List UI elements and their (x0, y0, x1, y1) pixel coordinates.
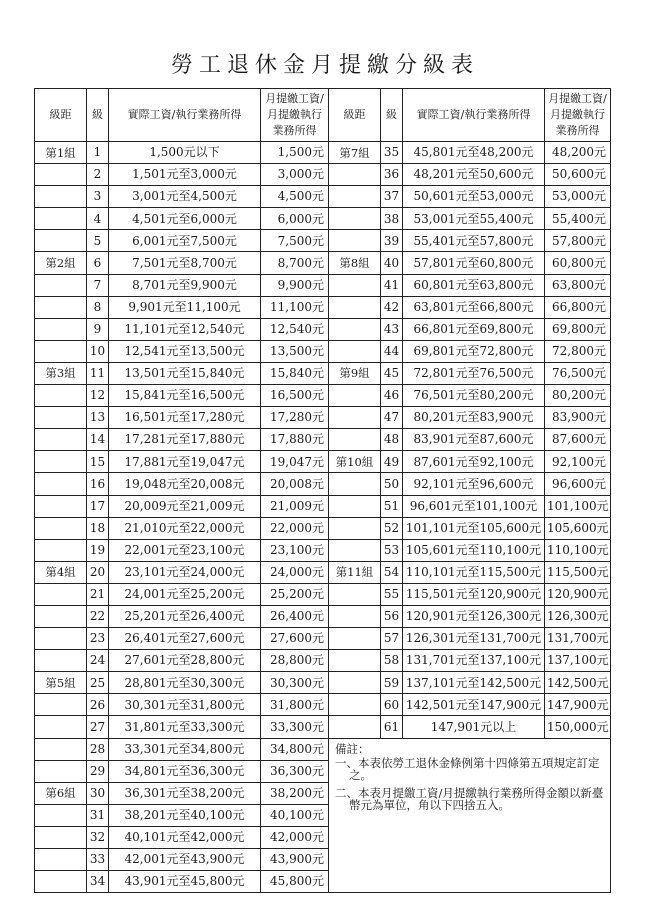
amount-cell: 4,500元 (261, 186, 329, 208)
wage-range-cell: 55,401元至57,800元 (403, 230, 545, 252)
wage-range-cell: 87,601元至92,100元 (403, 451, 545, 473)
level-cell: 26 (87, 694, 109, 716)
amount-cell: 38,200元 (261, 782, 329, 804)
wage-range-cell: 3,001元至4,500元 (109, 186, 261, 208)
level-cell: 28 (87, 738, 109, 760)
level-cell: 14 (87, 429, 109, 451)
wage-range-cell: 101,101元至105,600元 (403, 517, 545, 539)
group-cell (329, 583, 381, 605)
page-title: 勞工退休金月提繳分級表 (170, 53, 479, 78)
level-cell: 15 (87, 451, 109, 473)
amount-cell: 96,600元 (545, 473, 611, 495)
group-cell (35, 340, 87, 362)
wage-range-cell: 105,601元至110,100元 (403, 539, 545, 561)
amount-cell: 27,600元 (261, 628, 329, 650)
group-cell (329, 296, 381, 318)
amount-cell: 87,600元 (545, 429, 611, 451)
wage-range-cell: 6,001元至7,500元 (109, 230, 261, 252)
wage-range-cell: 69,801元至72,800元 (403, 340, 545, 362)
table-row (35, 517, 611, 539)
group-cell (329, 385, 381, 407)
amount-cell: 53,000元 (545, 186, 611, 208)
table-row (35, 628, 611, 650)
level-cell: 50 (381, 473, 403, 495)
group-cell: 第9組 (329, 362, 381, 384)
table-row (35, 694, 611, 716)
table-row (35, 362, 611, 384)
amount-cell: 28,800元 (261, 650, 329, 672)
amount-cell: 115,500元 (545, 561, 611, 583)
header-level: 級 (381, 89, 403, 142)
wage-range-cell: 131,701元至137,100元 (403, 650, 545, 672)
level-cell: 17 (87, 495, 109, 517)
amount-cell: 25,200元 (261, 583, 329, 605)
level-cell: 37 (381, 186, 403, 208)
level-cell: 10 (87, 340, 109, 362)
amount-cell: 57,800元 (545, 230, 611, 252)
wage-range-cell: 80,201元至83,900元 (403, 407, 545, 429)
wage-range-cell: 66,801元至69,800元 (403, 318, 545, 340)
amount-cell: 15,840元 (261, 362, 329, 384)
group-cell: 第6組 (35, 782, 87, 804)
level-cell: 9 (87, 318, 109, 340)
level-cell: 56 (381, 605, 403, 627)
table-row (35, 650, 611, 672)
table-row (35, 605, 611, 627)
header-group: 級距 (35, 89, 87, 142)
group-cell (35, 473, 87, 495)
group-cell (35, 274, 87, 296)
level-cell: 1 (87, 142, 109, 164)
group-cell (329, 672, 381, 694)
wage-range-cell: 53,001元至55,400元 (403, 208, 545, 230)
header-wage: 實際工資/執行業務所得 (109, 89, 261, 142)
group-cell (329, 318, 381, 340)
amount-cell: 36,300元 (261, 760, 329, 782)
table-row (35, 672, 611, 694)
wage-range-cell: 1,501元至3,000元 (109, 164, 261, 186)
amount-cell: 6,000元 (261, 208, 329, 230)
wage-range-cell: 142,501元至147,900元 (403, 694, 545, 716)
table-row (35, 252, 611, 274)
group-cell (35, 628, 87, 650)
amount-cell: 66,800元 (545, 296, 611, 318)
wage-range-cell: 25,201元至26,400元 (109, 605, 261, 627)
level-cell: 52 (381, 517, 403, 539)
group-cell (329, 716, 381, 738)
level-cell: 41 (381, 274, 403, 296)
amount-cell: 60,800元 (545, 252, 611, 274)
level-cell: 27 (87, 716, 109, 738)
table-row (35, 539, 611, 561)
table-row (35, 716, 611, 738)
level-cell: 59 (381, 672, 403, 694)
table-row (35, 208, 611, 230)
wage-range-cell: 17,281元至17,880元 (109, 429, 261, 451)
amount-cell: 110,100元 (545, 539, 611, 561)
wage-range-cell: 8,701元至9,900元 (109, 274, 261, 296)
level-cell: 39 (381, 230, 403, 252)
group-cell (35, 230, 87, 252)
level-cell: 34 (87, 871, 109, 893)
level-cell: 24 (87, 650, 109, 672)
group-cell (35, 650, 87, 672)
amount-cell: 7,500元 (261, 230, 329, 252)
group-cell (35, 385, 87, 407)
wage-range-cell: 13,501元至15,840元 (109, 362, 261, 384)
amount-cell: 20,008元 (261, 473, 329, 495)
notes-cell (329, 738, 611, 893)
amount-cell: 24,000元 (261, 561, 329, 583)
group-cell (35, 318, 87, 340)
group-cell (35, 804, 87, 826)
group-cell (329, 517, 381, 539)
level-cell: 3 (87, 186, 109, 208)
wage-range-cell: 27,601元至28,800元 (109, 650, 261, 672)
level-cell: 11 (87, 362, 109, 384)
level-cell: 31 (87, 804, 109, 826)
table-row (35, 142, 611, 164)
table-row (35, 583, 611, 605)
group-cell (35, 826, 87, 848)
group-cell (35, 694, 87, 716)
table-row (35, 230, 611, 252)
table-row (35, 738, 611, 760)
wage-range-cell: 21,010元至22,000元 (109, 517, 261, 539)
group-cell (329, 340, 381, 362)
level-cell: 54 (381, 561, 403, 583)
amount-cell: 142,500元 (545, 672, 611, 694)
wage-range-cell: 30,301元至31,800元 (109, 694, 261, 716)
table-row (35, 429, 611, 451)
group-cell (35, 760, 87, 782)
group-cell: 第8組 (329, 252, 381, 274)
group-cell: 第1組 (35, 142, 87, 164)
group-cell (329, 429, 381, 451)
header-wage: 實際工資/執行業務所得 (403, 89, 545, 142)
amount-cell: 13,500元 (261, 340, 329, 362)
level-cell: 38 (381, 208, 403, 230)
table-row (35, 451, 611, 473)
group-cell: 第2組 (35, 252, 87, 274)
header-level: 級 (87, 89, 109, 142)
group-cell (35, 517, 87, 539)
group-cell (329, 539, 381, 561)
group-cell (35, 164, 87, 186)
level-cell: 22 (87, 605, 109, 627)
group-cell (35, 429, 87, 451)
level-cell: 12 (87, 385, 109, 407)
amount-cell: 33,300元 (261, 716, 329, 738)
group-cell (329, 694, 381, 716)
wage-range-cell: 43,901元至45,800元 (109, 871, 261, 893)
wage-range-cell: 22,001元至23,100元 (109, 539, 261, 561)
wage-range-cell: 19,048元至20,008元 (109, 473, 261, 495)
wage-range-cell: 110,101元至115,500元 (403, 561, 545, 583)
level-cell: 25 (87, 672, 109, 694)
group-cell (35, 849, 87, 871)
amount-cell: 3,000元 (261, 164, 329, 186)
level-cell: 51 (381, 495, 403, 517)
group-cell (329, 605, 381, 627)
group-cell: 第3組 (35, 362, 87, 384)
amount-cell: 45,800元 (261, 871, 329, 893)
group-cell (329, 495, 381, 517)
wage-range-cell: 42,001元至43,900元 (109, 849, 261, 871)
amount-cell: 12,540元 (261, 318, 329, 340)
table-row (35, 407, 611, 429)
level-cell: 47 (381, 407, 403, 429)
amount-cell: 55,400元 (545, 208, 611, 230)
wage-range-cell: 60,801元至63,800元 (403, 274, 545, 296)
note-item: 二、本表月提繳工資/月提繳執行業務所得金額以新臺幣元為單位，角以下四捨五入。 (335, 785, 604, 812)
level-cell: 36 (381, 164, 403, 186)
wage-range-cell: 20,009元至21,009元 (109, 495, 261, 517)
level-cell: 60 (381, 694, 403, 716)
table-row (35, 318, 611, 340)
amount-cell: 126,300元 (545, 605, 611, 627)
group-cell (35, 716, 87, 738)
wage-range-cell: 115,501元至120,900元 (403, 583, 545, 605)
group-cell (35, 738, 87, 760)
notes-title: 備註： (335, 741, 370, 756)
amount-cell: 101,100元 (545, 495, 611, 517)
amount-cell: 63,800元 (545, 274, 611, 296)
group-cell (329, 628, 381, 650)
amount-cell: 147,900元 (545, 694, 611, 716)
group-cell (35, 208, 87, 230)
wage-range-cell: 11,101元至12,540元 (109, 318, 261, 340)
level-cell: 21 (87, 583, 109, 605)
level-cell: 18 (87, 517, 109, 539)
group-cell (35, 186, 87, 208)
table-row (35, 296, 611, 318)
level-cell: 57 (381, 628, 403, 650)
header-row (35, 89, 611, 142)
level-cell: 13 (87, 407, 109, 429)
header-amount: 月提繳工資/月提繳執行業務所得 (545, 89, 611, 142)
level-cell: 48 (381, 429, 403, 451)
group-cell (35, 583, 87, 605)
level-cell: 16 (87, 473, 109, 495)
amount-cell: 23,100元 (261, 539, 329, 561)
amount-cell: 150,000元 (545, 716, 611, 738)
wage-range-cell: 40,101元至42,000元 (109, 826, 261, 848)
group-cell (329, 473, 381, 495)
level-cell: 35 (381, 142, 403, 164)
level-cell: 61 (381, 716, 403, 738)
level-cell: 42 (381, 296, 403, 318)
group-cell (329, 650, 381, 672)
level-cell: 4 (87, 208, 109, 230)
group-cell (35, 296, 87, 318)
group-cell (329, 274, 381, 296)
amount-cell: 72,800元 (545, 340, 611, 362)
amount-cell: 19,047元 (261, 451, 329, 473)
amount-cell: 43,900元 (261, 849, 329, 871)
amount-cell: 48,200元 (545, 142, 611, 164)
amount-cell: 8,700元 (261, 252, 329, 274)
grade-table (34, 88, 611, 893)
amount-cell: 42,000元 (261, 826, 329, 848)
level-cell: 46 (381, 385, 403, 407)
level-cell: 6 (87, 252, 109, 274)
group-cell (35, 605, 87, 627)
amount-cell: 17,880元 (261, 429, 329, 451)
group-cell: 第11組 (329, 561, 381, 583)
amount-cell: 137,100元 (545, 650, 611, 672)
group-cell (329, 407, 381, 429)
level-cell: 58 (381, 650, 403, 672)
amount-cell: 22,000元 (261, 517, 329, 539)
level-cell: 32 (87, 826, 109, 848)
amount-cell: 131,700元 (545, 628, 611, 650)
level-cell: 20 (87, 561, 109, 583)
wage-range-cell: 24,001元至25,200元 (109, 583, 261, 605)
level-cell: 30 (87, 782, 109, 804)
wage-range-cell: 96,601元至101,100元 (403, 495, 545, 517)
wage-range-cell: 92,101元至96,600元 (403, 473, 545, 495)
amount-cell: 9,900元 (261, 274, 329, 296)
table-row (35, 473, 611, 495)
level-cell: 44 (381, 340, 403, 362)
group-cell (35, 539, 87, 561)
table-row (35, 186, 611, 208)
table-row (35, 495, 611, 517)
wage-range-cell: 33,301元至34,800元 (109, 738, 261, 760)
wage-range-cell: 34,801元至36,300元 (109, 760, 261, 782)
level-cell: 2 (87, 164, 109, 186)
table-row (35, 561, 611, 583)
amount-cell: 30,300元 (261, 672, 329, 694)
level-cell: 49 (381, 451, 403, 473)
level-cell: 55 (381, 583, 403, 605)
wage-range-cell: 26,401元至27,600元 (109, 628, 261, 650)
wage-range-cell: 7,501元至8,700元 (109, 252, 261, 274)
wage-range-cell: 120,901元至126,300元 (403, 605, 545, 627)
amount-cell: 34,800元 (261, 738, 329, 760)
header-amount: 月提繳工資/月提繳執行業務所得 (261, 89, 329, 142)
level-cell: 7 (87, 274, 109, 296)
level-cell: 29 (87, 760, 109, 782)
amount-cell: 11,100元 (261, 296, 329, 318)
group-cell: 第4組 (35, 561, 87, 583)
group-cell: 第5組 (35, 672, 87, 694)
wage-range-cell: 126,301元至131,700元 (403, 628, 545, 650)
wage-range-cell: 63,801元至66,800元 (403, 296, 545, 318)
wage-range-cell: 50,601元至53,000元 (403, 186, 545, 208)
level-cell: 5 (87, 230, 109, 252)
table-row (35, 274, 611, 296)
amount-cell: 80,200元 (545, 385, 611, 407)
wage-range-cell: 23,101元至24,000元 (109, 561, 261, 583)
group-cell (35, 871, 87, 893)
wage-range-cell: 48,201元至50,600元 (403, 164, 545, 186)
group-cell (329, 230, 381, 252)
amount-cell: 69,800元 (545, 318, 611, 340)
amount-cell: 17,280元 (261, 407, 329, 429)
wage-range-cell: 83,901元至87,600元 (403, 429, 545, 451)
wage-range-cell: 45,801元至48,200元 (403, 142, 545, 164)
wage-range-cell: 147,901元以上 (403, 716, 545, 738)
group-cell (35, 451, 87, 473)
group-cell (35, 495, 87, 517)
level-cell: 19 (87, 539, 109, 561)
wage-range-cell: 12,541元至13,500元 (109, 340, 261, 362)
group-cell (329, 186, 381, 208)
wage-range-cell: 38,201元至40,100元 (109, 804, 261, 826)
amount-cell: 50,600元 (545, 164, 611, 186)
level-cell: 23 (87, 628, 109, 650)
amount-cell: 31,800元 (261, 694, 329, 716)
wage-range-cell: 28,801元至30,300元 (109, 672, 261, 694)
wage-range-cell: 15,841元至16,500元 (109, 385, 261, 407)
group-cell (329, 164, 381, 186)
group-cell: 第7組 (329, 142, 381, 164)
amount-cell: 92,100元 (545, 451, 611, 473)
amount-cell: 83,900元 (545, 407, 611, 429)
wage-range-cell: 36,301元至38,200元 (109, 782, 261, 804)
note-item: 一、本表依勞工退休金條例第十四條第五項規定訂定之。 (335, 755, 600, 782)
level-cell: 43 (381, 318, 403, 340)
level-cell: 53 (381, 539, 403, 561)
wage-range-cell: 9,901元至11,100元 (109, 296, 261, 318)
group-cell (35, 407, 87, 429)
wage-range-cell: 17,881元至19,047元 (109, 451, 261, 473)
amount-cell: 16,500元 (261, 385, 329, 407)
group-cell (329, 208, 381, 230)
wage-range-cell: 76,501元至80,200元 (403, 385, 545, 407)
amount-cell: 21,009元 (261, 495, 329, 517)
table-row (35, 385, 611, 407)
level-cell: 45 (381, 362, 403, 384)
wage-range-cell: 137,101元至142,500元 (403, 672, 545, 694)
table-row (35, 340, 611, 362)
wage-range-cell: 4,501元至6,000元 (109, 208, 261, 230)
amount-cell: 76,500元 (545, 362, 611, 384)
table-row (35, 164, 611, 186)
amount-cell: 40,100元 (261, 804, 329, 826)
amount-cell: 105,600元 (545, 517, 611, 539)
level-cell: 40 (381, 252, 403, 274)
header-group: 級距 (329, 89, 381, 142)
group-cell: 第10組 (329, 451, 381, 473)
amount-cell: 1,500元 (261, 142, 329, 164)
amount-cell: 120,900元 (545, 583, 611, 605)
level-cell: 33 (87, 849, 109, 871)
wage-range-cell: 57,801元至60,800元 (403, 252, 545, 274)
amount-cell: 26,400元 (261, 605, 329, 627)
wage-range-cell: 31,801元至33,300元 (109, 716, 261, 738)
wage-range-cell: 72,801元至76,500元 (403, 362, 545, 384)
wage-range-cell: 16,501元至17,280元 (109, 407, 261, 429)
level-cell: 8 (87, 296, 109, 318)
wage-range-cell: 1,500元以下 (109, 142, 261, 164)
